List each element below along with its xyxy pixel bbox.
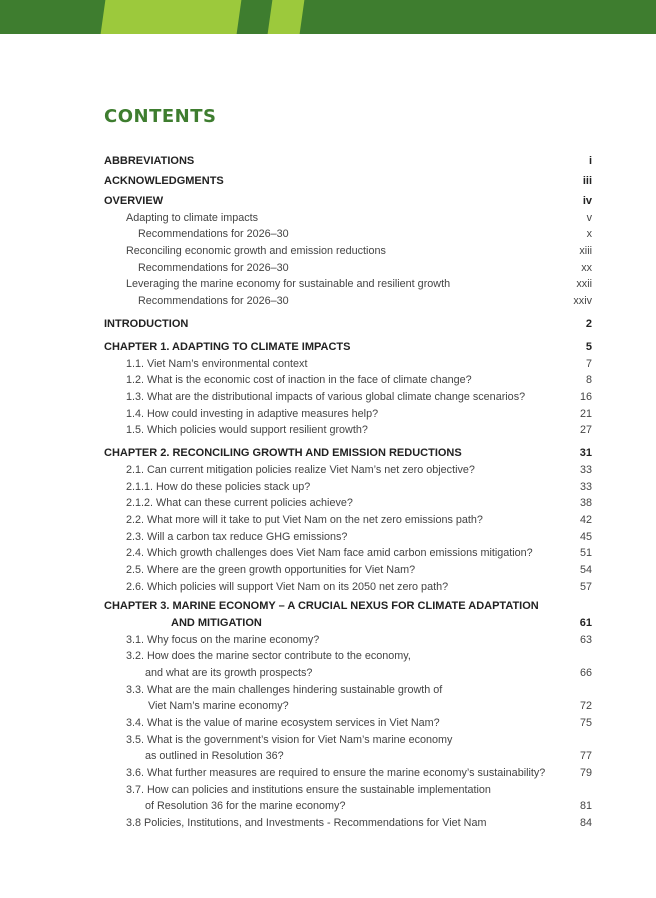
page-number: 5 [585,341,592,353]
page-number: xx [581,262,592,274]
page-number: 66 [579,667,592,679]
page-number: 54 [579,564,592,576]
page-number: 33 [579,481,592,493]
page-number: 57 [579,581,592,593]
page-number: 21 [579,408,592,420]
page-number: 72 [579,700,592,712]
page-number: 33 [579,464,592,476]
page-number: 2 [585,318,592,330]
page-number: x [586,228,592,240]
page-number: 45 [579,531,592,543]
page-number: xiii [579,245,592,257]
page-number: 75 [579,717,592,729]
page-number: iv [582,195,592,207]
page-number: 77 [579,750,592,762]
page-number: iii [582,175,592,187]
page-number: 51 [579,547,592,559]
page-number: 38 [579,497,592,509]
page-number: 8 [585,374,592,386]
page-number: 7 [585,358,592,370]
page-number: i [588,155,592,167]
page-number: 27 [579,424,592,436]
page-number: 42 [579,514,592,526]
page-number: 16 [579,391,592,403]
page-number: 31 [579,447,592,459]
page-number: 84 [579,817,592,829]
banner-stripe [101,0,242,34]
page-number: 81 [579,800,592,812]
banner-stripe [268,0,305,34]
page-number: 63 [579,634,592,646]
page-number: xxii [576,278,592,290]
header-banner [0,0,656,34]
page-number: xxiv [573,295,592,307]
page-number: v [586,212,592,224]
page-number: 61 [579,617,592,629]
page-title: CONTENTS [104,106,217,127]
page-number: 79 [579,767,592,779]
